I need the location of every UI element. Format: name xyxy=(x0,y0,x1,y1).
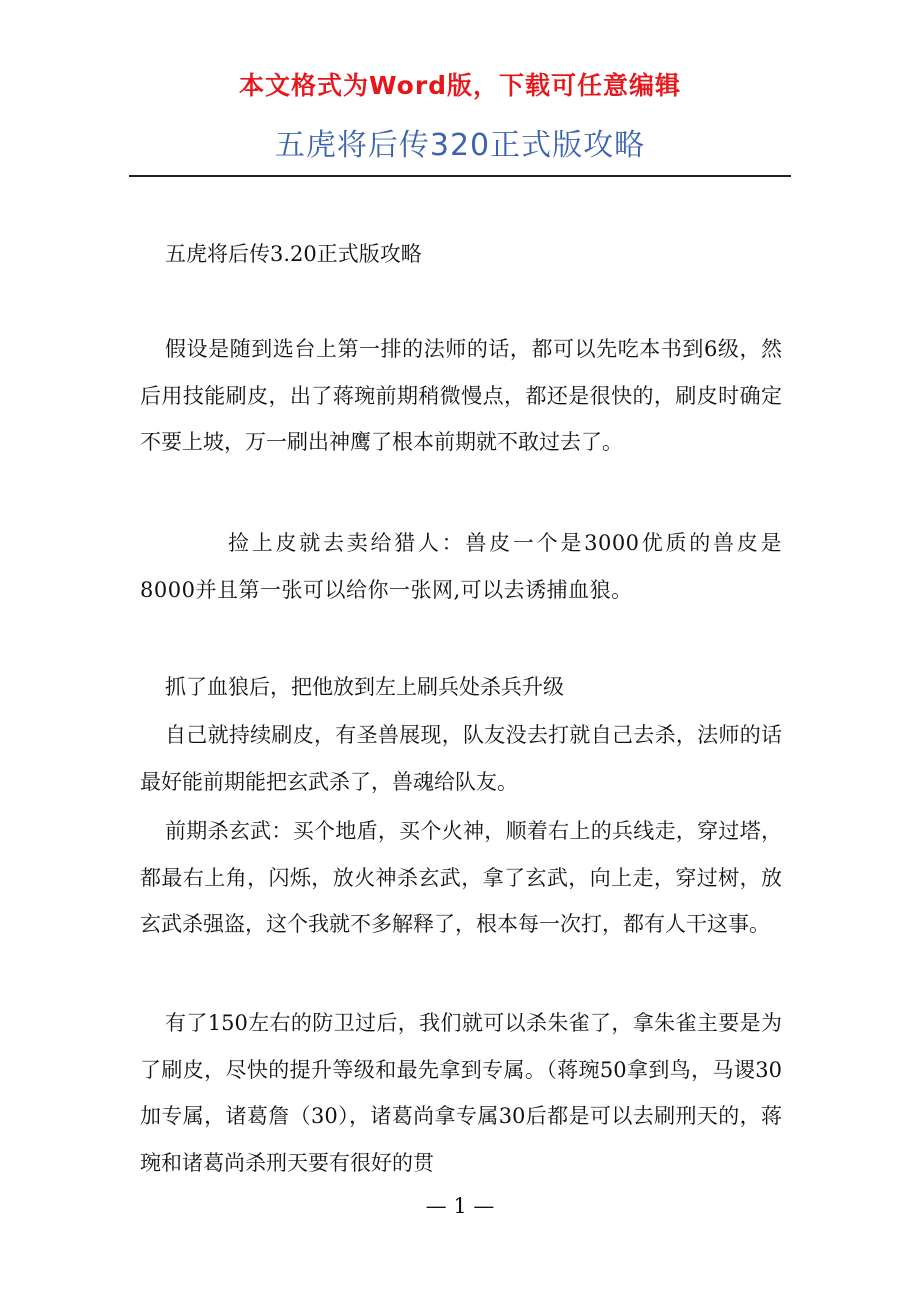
paragraph-3: 抓了血狼后，把他放到左上刷兵处杀兵升级 xyxy=(165,675,564,699)
page-number: — 1 — xyxy=(425,1194,495,1218)
document-title: 五虎将后传320正式版攻略 xyxy=(274,128,646,163)
paragraph-6: 有了150左右的防卫过后，我们就可以杀朱雀了，拿朱雀主要是为了刷皮，尽快的提升等级和最先拿到专属。（蒋琬50拿到鸟，马谡30加专属，诸葛詹（30），诸葛尚拿专属30后都是可以去刷刑天的，蒋琬和诸葛尚杀刑天要有很好的贯 xyxy=(140,1011,782,1175)
title-divider xyxy=(129,175,791,177)
paragraph-2: 捡上皮就去卖给猎人：兽皮一个是3000优质的兽皮是8000并且第一张可以给你一张网,可以去诱捕血狼。 xyxy=(140,531,782,602)
article-subtitle: 五虎将后传3.20正式版攻略 xyxy=(165,242,422,266)
paragraph-1: 假设是随到选台上第一排的法师的话，都可以先吃本书到6级，然后用技能刷皮，出了蒋琬前期稍微慢点，都还是很快的，刷皮时确定不要上坡，万一刷出神鹰了根本前期就不敢过去了。 xyxy=(140,337,782,454)
format-banner: 本文格式为Word版，下载可任意编辑 xyxy=(238,71,682,100)
paragraph-4: 自己就持续刷皮，有圣兽展现，队友没去打就自己去杀，法师的话最好能前期能把玄武杀了，兽魂给队友。 xyxy=(140,723,782,794)
paragraph-5: 前期杀玄武：买个地盾，买个火神，顺着右上的兵线走，穿过塔，都最右上角，闪烁，放火神杀玄武，拿了玄武，向上走，穿过树，放玄武杀强盗，这个我就不多解释了，根本每一次打，都有人干这事。 xyxy=(140,819,782,936)
